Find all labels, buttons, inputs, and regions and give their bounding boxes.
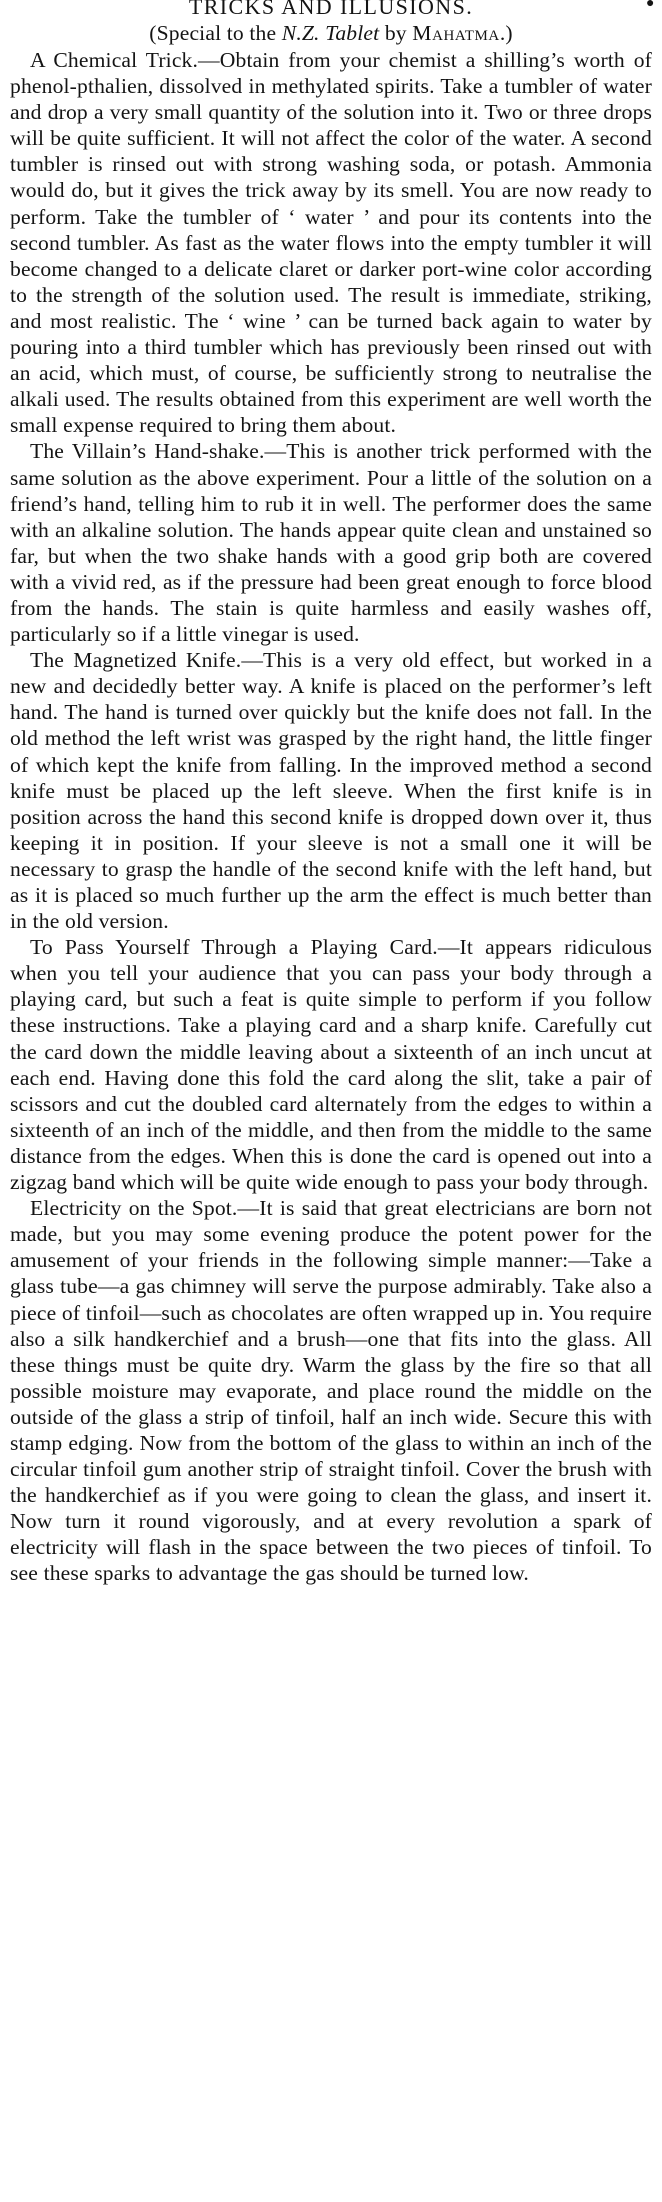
section-magnetized-knife bbox=[10, 647, 652, 934]
section-heading: A Chemical Trick. bbox=[30, 48, 199, 72]
section-heading: The Magnetized Knife. bbox=[30, 648, 242, 673]
section-text: —It appears ridiculous when you tell your audience that you can pass your body through a playing card, but such a feat is quite simple to perform if you follow these instructions. Take a playing card and a sharp knife. Carefully cut the card down the middle leaving about a sixteenth of an inch uncut at each end. Having done this fold the card along the slit, take a pair of scissors and cut the doubled card alternately from the edges to within a sixteenth of an inch of the middle, and then from the middle to the same distance from the edges. When this is done the card is opened out into a zigzag band which will be quite wide enough to pass your body through. bbox=[10, 935, 653, 1195]
byline-author: Mahatma bbox=[412, 21, 500, 45]
section-villains-handshake bbox=[10, 438, 652, 647]
byline-prefix: (Special to the bbox=[149, 21, 282, 45]
section-heading: To Pass Yourself Through a Playing Card. bbox=[30, 935, 438, 960]
byline-suffix: .) bbox=[499, 21, 513, 45]
section-heading: The Villain’s Hand-shake. bbox=[30, 439, 265, 464]
section-electricity bbox=[10, 1195, 652, 1586]
article-byline bbox=[10, 20, 652, 47]
section-heading: Electricity on the Spot. bbox=[30, 1196, 238, 1221]
section-text: —This is another trick performed with the same solution as the above experiment. Pour a little of the solution on a friend’s hand, telling him to rub it in well. The performer does the same with an alkaline solution. The hands appear quite clean and unstained so far, but when the two shake hands with a good grip both are covered with a vivid red, as if the pressure had been great enough to force blood from the hands. The stain is quite harmless and easily washes off, particularly so if a little vinegar is used. bbox=[10, 439, 652, 647]
section-chemical-trick bbox=[10, 47, 652, 438]
byline-publication: N.Z. Tablet bbox=[281, 21, 380, 45]
section-text: —It is said that great electricians are born not made, but you may some evening produce the potent power for the amusement of your friends in the following simple manner:—Take a glass tube—a gas chimney will serve the purpose admirably. Take also a piece of tinfoil—such as chocolates are often wrapped up in. You require also a silk handkerchief and a brush—one that fits into the glass. All these things must be quite dry. Warm the glass by the fire so that all possible moisture may evaporate, and place round the middle on the outside of the glass a strip of tinfoil, half an inch wide. Secure this with stamp edging. Now from the bottom of the glass to within an inch of the circular tinfoil gum another strip of straight tinfoil. Cover the brush with the handkerchief as if you were going to clean the glass, and insert it. Now turn it round vigorously, and at every revolution a spark of electricity will flash in the space between the two pieces of tinfoil. To see these sparks to advantage the gas should be turned low. bbox=[10, 1196, 652, 1586]
section-text: —This is a very old effect, but worked in a new and decidedly better way. A knife is placed on the performer’s left hand. The hand is turned over quickly but the knife does not fall. In the old method the left wrist was grasped by the right hand, the little finger of which kept the knife from falling. In the improved method a second knife must be placed up the left sleeve. When the first knife is in position across the hand this second knife is dropped down over it, thus keeping it in position. If your sleeve is not a small one it will be necessary to grasp the handle of the second knife with the left hand, but as it is placed so much further up the arm the effect is much better than in the old version. bbox=[10, 648, 652, 934]
section-playing-card bbox=[10, 934, 652, 1195]
section-text: —Obtain from your chemist a shilling’s worth of phenol-pthalien, dissolved in methylated spirits. Take a tumbler of water and drop a very small quantity of the solution into it. Two or three drops will be quite sufficient. It will not affect the color of the water. A second tumbler is rinsed out with strong washing soda, or potash. Ammonia would do, but it gives the trick away by its smell. You are now ready to perform. Take the tumbler of ‘ water ’ and pour its contents into the second tumbler. As fast as the water flows into the empty tumbler it will become changed to a delicate claret or darker port-wine color according to the strength of the solution used. The result is immediate, striking, and most realistic. The ‘ wine ’ can be turned back again to water by pouring into a third tumbler which has previously been rinsed out with an acid, which must, of course, be sufficiently strong to neutralise the alkali used. The results obtained from this experiment are well worth the small expense required to bring them about. bbox=[10, 48, 652, 438]
ink-blot-mark: ● bbox=[646, 0, 655, 11]
article-title: TRICKS AND ILLUSIONS. bbox=[188, 0, 474, 19]
byline-middle: by bbox=[379, 21, 413, 45]
